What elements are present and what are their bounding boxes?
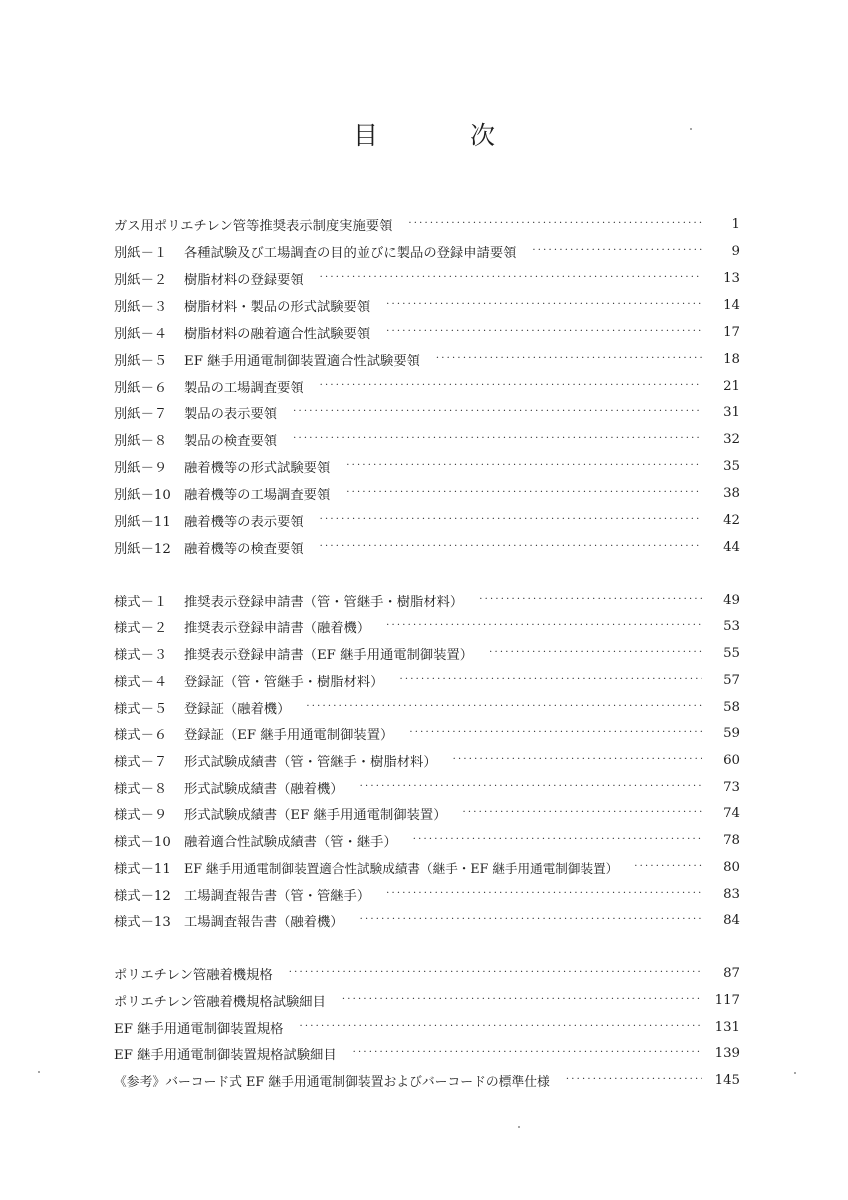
toc-page-number: 1 bbox=[731, 216, 740, 232]
toc-entry[interactable] bbox=[114, 1016, 740, 1038]
leader-dots bbox=[306, 696, 702, 718]
toc-entry-code: 別紙－６ bbox=[114, 380, 168, 396]
toc-entry[interactable] bbox=[114, 883, 740, 905]
toc-entry-code: 様式－７ bbox=[114, 754, 168, 770]
toc-page-number: 73 bbox=[723, 779, 740, 795]
toc-page-number: 31 bbox=[723, 404, 740, 420]
leader-dots bbox=[293, 428, 702, 450]
leader-dots bbox=[453, 749, 702, 771]
toc-entry[interactable] bbox=[114, 267, 740, 289]
toc-entry[interactable] bbox=[114, 749, 740, 771]
toc-page-number: 117 bbox=[714, 992, 740, 1008]
toc-page-number: 83 bbox=[723, 886, 740, 902]
leader-dots bbox=[408, 213, 702, 235]
toc-page-number: 145 bbox=[714, 1072, 740, 1088]
toc-entry-title: EF 継手用通電制御装置規格 bbox=[114, 1021, 284, 1037]
toc-entry-code: 別紙－２ bbox=[114, 272, 168, 288]
leader-dots bbox=[320, 375, 702, 397]
toc-entry-code: 様式－11 bbox=[114, 861, 171, 877]
title-char-2: 次 bbox=[470, 121, 496, 150]
toc-entry-code: 別紙－８ bbox=[114, 433, 168, 449]
leader-dots bbox=[386, 615, 702, 637]
toc-entry-title: 形式試験成績書（EF 継手用通電制御装置） bbox=[184, 807, 447, 823]
toc-entry[interactable] bbox=[114, 615, 740, 637]
toc-entry[interactable] bbox=[114, 240, 740, 262]
toc-entry-code: 様式－３ bbox=[114, 647, 168, 663]
leader-dots bbox=[320, 509, 702, 531]
toc-entry[interactable] bbox=[114, 589, 740, 611]
toc-entry[interactable] bbox=[114, 294, 740, 316]
toc-entry-code: 別紙－12 bbox=[114, 541, 171, 557]
toc-entry-code: 様式－10 bbox=[114, 834, 171, 850]
leader-dots bbox=[386, 883, 702, 905]
toc-entry-code: 様式－４ bbox=[114, 674, 168, 690]
toc-entry[interactable] bbox=[114, 482, 740, 504]
toc-entry-title: 推奨表示登録申請書（管・管継手・樹脂材料） bbox=[184, 594, 464, 610]
toc-entry-title: 融着機等の表示要領 bbox=[184, 514, 304, 530]
leader-dots bbox=[532, 240, 702, 262]
toc-entry[interactable] bbox=[114, 428, 740, 450]
toc-entry-code: 様式－１ bbox=[114, 594, 168, 610]
toc-entry-title: 製品の検査要領 bbox=[184, 433, 278, 449]
toc-entry-code: 別紙－11 bbox=[114, 514, 171, 530]
toc-entry-title: 融着機等の形式試験要領 bbox=[184, 460, 331, 476]
toc-page-number: 18 bbox=[723, 351, 740, 367]
toc-entry-code: 別紙－５ bbox=[114, 353, 168, 369]
toc-entry[interactable] bbox=[114, 401, 740, 423]
toc-entry-title: 登録証（融着機） bbox=[184, 701, 291, 717]
toc-page-number: 84 bbox=[723, 912, 740, 928]
leader-dots bbox=[479, 589, 702, 611]
toc-entry-title: EF 継手用通電制御装置規格試験細目 bbox=[114, 1047, 337, 1063]
leader-dots bbox=[399, 669, 702, 691]
toc-page-number: 57 bbox=[723, 672, 740, 688]
leader-dots bbox=[289, 962, 702, 984]
toc-entry[interactable] bbox=[114, 909, 740, 931]
toc-entry-title: 形式試験成績書（管・管継手・樹脂材料） bbox=[184, 754, 437, 770]
toc-entry[interactable] bbox=[114, 696, 740, 718]
toc-entry-code: 別紙－９ bbox=[114, 460, 168, 476]
toc-entry-code: 別紙－１ bbox=[114, 245, 168, 261]
toc-entry[interactable] bbox=[114, 829, 740, 851]
toc-entry-title: EF 継手用通電制御装置適合性試験要領 bbox=[184, 353, 420, 369]
leader-dots bbox=[360, 909, 702, 931]
leader-dots bbox=[320, 536, 702, 558]
toc-page-number: 60 bbox=[723, 752, 740, 768]
leader-dots bbox=[463, 802, 702, 824]
toc-entry-code: 様式－13 bbox=[114, 914, 171, 930]
toc-page-number: 139 bbox=[714, 1045, 740, 1061]
leader-dots bbox=[409, 722, 702, 744]
leader-dots bbox=[360, 776, 702, 798]
scan-speck bbox=[518, 1126, 520, 1128]
scan-speck bbox=[690, 128, 692, 130]
leader-dots bbox=[386, 294, 702, 316]
title-char-1: 目 bbox=[352, 121, 378, 150]
leader-dots bbox=[489, 642, 702, 664]
toc-entry[interactable] bbox=[114, 776, 740, 798]
toc-entry-title: 融着適合性試験成績書（管・継手） bbox=[184, 834, 397, 850]
toc-entry[interactable] bbox=[114, 536, 740, 558]
toc-entry[interactable] bbox=[114, 1069, 740, 1091]
leader-dots bbox=[413, 829, 702, 851]
leader-dots bbox=[293, 401, 702, 423]
toc-entry-code: 別紙－10 bbox=[114, 487, 171, 503]
toc-entry-title: 工場調査報告書（管・管継手） bbox=[184, 888, 371, 904]
toc-entry-code: 様式－８ bbox=[114, 781, 168, 797]
toc-entry-code: 別紙－４ bbox=[114, 326, 168, 342]
toc-entry-title: EF 継手用通電制御装置適合性試験成績書（継手・EF 継手用通電制御装置） bbox=[184, 860, 619, 876]
toc-entry-title: 登録証（EF 継手用通電制御装置） bbox=[184, 727, 394, 743]
toc-entry[interactable] bbox=[114, 642, 740, 664]
toc-page-number: 44 bbox=[723, 539, 740, 555]
toc-entry-code: 様式－９ bbox=[114, 807, 168, 823]
toc-page-number: 32 bbox=[723, 431, 740, 447]
leader-dots bbox=[320, 267, 702, 289]
toc-entry-title: 融着機等の検査要領 bbox=[184, 541, 304, 557]
toc-entry-title: 形式試験成績書（融着機） bbox=[184, 781, 344, 797]
toc-entry[interactable] bbox=[114, 669, 740, 691]
toc-entry-title: 樹脂材料の登録要領 bbox=[184, 272, 304, 288]
toc-entry-title: 製品の工場調査要領 bbox=[184, 380, 304, 396]
toc-entry-title: 製品の表示要領 bbox=[184, 406, 278, 422]
toc-entry-code: 様式－５ bbox=[114, 701, 168, 717]
toc-page-number: 9 bbox=[731, 243, 740, 259]
page-title bbox=[0, 116, 848, 152]
toc-entry[interactable] bbox=[114, 455, 740, 477]
leader-dots bbox=[299, 1016, 702, 1038]
toc-entry-code: 様式－２ bbox=[114, 620, 168, 636]
toc-entry[interactable] bbox=[114, 722, 740, 744]
toc-page-number: 17 bbox=[723, 324, 740, 340]
toc-entry[interactable] bbox=[114, 509, 740, 531]
toc-page-number: 55 bbox=[723, 645, 740, 661]
leader-dots bbox=[634, 856, 702, 878]
toc-page-number: 21 bbox=[723, 378, 740, 394]
toc-entry-title: ガス用ポリエチレン管等推奨表示制度実施要領 bbox=[114, 218, 393, 234]
toc-entry[interactable] bbox=[114, 802, 740, 824]
toc-page-number: 78 bbox=[723, 832, 740, 848]
toc-entry[interactable] bbox=[114, 321, 740, 343]
toc-page-number: 131 bbox=[714, 1019, 740, 1035]
toc-entry[interactable] bbox=[114, 856, 740, 878]
leader-dots bbox=[342, 989, 702, 1011]
toc-entry-title: 各種試験及び工場調査の目的並びに製品の登録申請要領 bbox=[184, 245, 517, 261]
toc-entry[interactable] bbox=[114, 213, 740, 235]
toc-entry-title: 登録証（管・管継手・樹脂材料） bbox=[184, 674, 384, 690]
toc-page-number: 58 bbox=[723, 699, 740, 715]
toc-entry[interactable] bbox=[114, 375, 740, 397]
leader-dots bbox=[346, 482, 702, 504]
leader-dots bbox=[386, 321, 702, 343]
leader-dots bbox=[566, 1069, 702, 1091]
toc-entry[interactable] bbox=[114, 989, 740, 1011]
toc-entry[interactable] bbox=[114, 348, 740, 370]
toc-entry-title: 樹脂材料の融着適合性試験要領 bbox=[184, 326, 371, 342]
toc-entry-title: ポリエチレン管融着機規格試験細目 bbox=[114, 994, 326, 1010]
toc-page-number: 74 bbox=[723, 805, 740, 821]
toc-page-number: 80 bbox=[723, 859, 740, 875]
leader-dots bbox=[353, 1042, 702, 1064]
toc-page-number: 59 bbox=[723, 725, 740, 741]
toc-page-number: 35 bbox=[723, 458, 740, 474]
toc-entry[interactable] bbox=[114, 962, 740, 984]
toc-entry-title: 推奨表示登録申請書（融着機） bbox=[184, 620, 371, 636]
toc-entry-title: 融着機等の工場調査要領 bbox=[184, 487, 331, 503]
leader-dots bbox=[346, 455, 702, 477]
toc-entry[interactable] bbox=[114, 1042, 740, 1064]
toc-entry-code: 別紙－７ bbox=[114, 406, 168, 422]
toc-entry-title: ポリエチレン管融着機規格 bbox=[114, 967, 273, 983]
toc-entry-code: 様式－12 bbox=[114, 888, 171, 904]
scan-speck bbox=[38, 1071, 40, 1073]
toc-page-number: 38 bbox=[723, 485, 740, 501]
leader-dots bbox=[436, 348, 702, 370]
toc-entry-code: 別紙－３ bbox=[114, 299, 168, 315]
toc-entry-title: 推奨表示登録申請書（EF 継手用通電制御装置） bbox=[184, 647, 474, 663]
toc-page-number: 42 bbox=[723, 512, 740, 528]
toc-entry-title: 樹脂材料・製品の形式試験要領 bbox=[184, 299, 371, 315]
toc-page-number: 13 bbox=[723, 270, 740, 286]
toc-page-number: 14 bbox=[723, 297, 740, 313]
toc-entry-title: 《参考》バーコード式 EF 継手用通電制御装置およびバーコードの標準仕様 bbox=[114, 1074, 550, 1090]
toc-page-number: 53 bbox=[723, 618, 740, 634]
toc-entry-code: 様式－６ bbox=[114, 727, 168, 743]
toc-page-number: 49 bbox=[723, 592, 740, 608]
scan-speck bbox=[794, 1072, 796, 1074]
toc-entry-title: 工場調査報告書（融着機） bbox=[184, 914, 344, 930]
toc-page-number: 87 bbox=[723, 965, 740, 981]
